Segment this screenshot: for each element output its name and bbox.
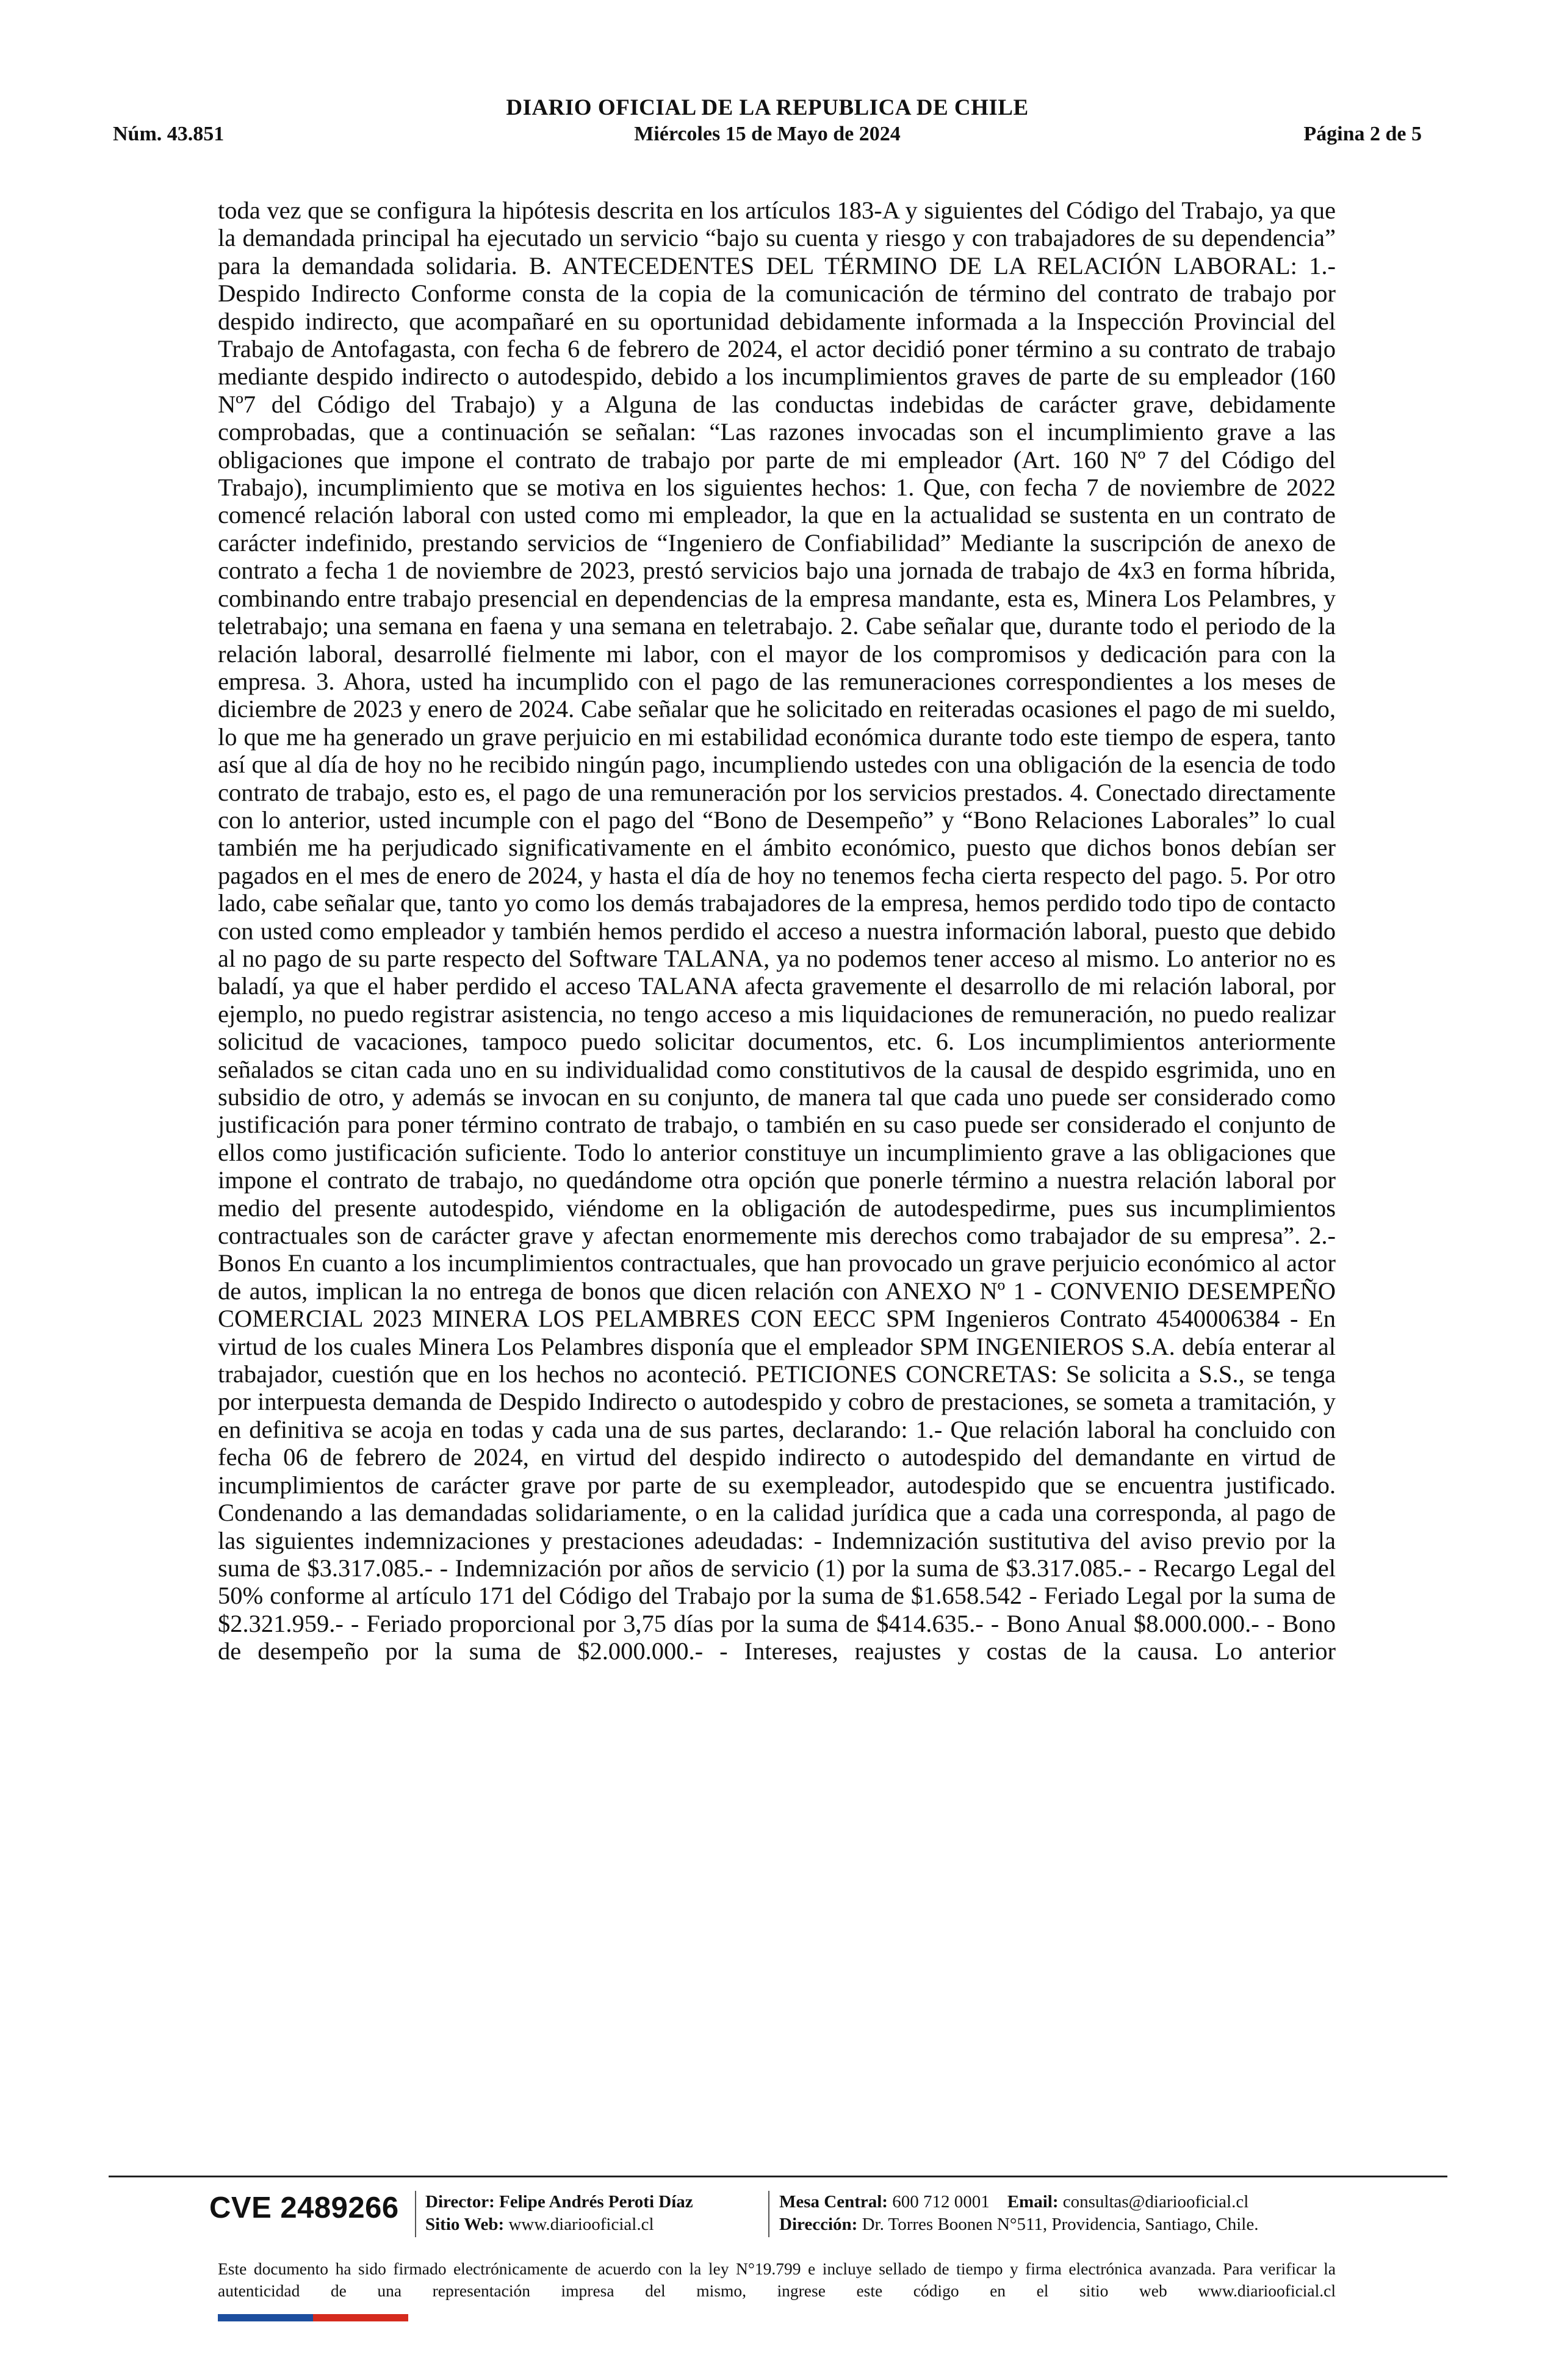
email-link[interactable]: consultas@diariooficial.cl	[1062, 2192, 1249, 2212]
mesa-phone: 600 712 0001	[892, 2192, 990, 2212]
director-name: Felipe Andrés Peroti Díaz	[499, 2192, 693, 2212]
issue-number: Núm. 43.851	[113, 123, 225, 145]
mesa-label: Mesa Central:	[779, 2192, 888, 2212]
address-label: Dirección:	[779, 2215, 858, 2234]
publication-title: DIARIO OFICIAL DE LA REPUBLICA DE CHILE	[506, 95, 1029, 120]
issue-date: Miércoles 15 de Mayo de 2024	[634, 123, 901, 145]
cve-code: CVE 2489266	[209, 2191, 399, 2224]
footer-separator	[415, 2191, 416, 2237]
flag-stripe	[218, 2314, 408, 2321]
flag-red-segment	[313, 2314, 408, 2321]
address-value: Dr. Torres Boonen N°511, Providencia, Santiago, Chile.	[862, 2215, 1259, 2234]
page-header	[113, 95, 1422, 151]
footer-director-block	[425, 2191, 693, 2236]
body-paragraph: toda vez que se configura la hipótesis descrita en los artículos 183-A y siguientes del Código del Trabajo, ya que la demandada principal ha ejecutado un servicio “bajo su cuenta y riesgo y con trabajadores de su dependencia” para la demandada solidaria. B. ANTECEDENTES DEL TÉRMINO DE LA RELACIÓN LABORAL: 1.- Despido Indirecto Conforme consta de la copia de la comunicación de término del contrato de trabajo por despido indirecto, que acompañaré en su oportunidad debidamente informada a la Inspección Provincial del Trabajo de Antofagasta, con fecha 6 de febrero de 2024, el actor decidió poner término a su contrato de trabajo mediante despido indirecto o autodespido, debido a los incumplimientos graves de parte de su empleador (160 Nº7 del Código del Trabajo) y a Alguna de las conductas indebidas de carácter grave, debidamente comprobadas, que a continuación se señalan: “Las razones invocadas son el incumplimiento grave a las obligaciones que impone el contrato de trabajo por parte de mi empleador (Art. 160 Nº 7 del Código del Trabajo), incumplimiento que se motiva en los siguientes hechos: 1. Que, con fecha 7 de noviembre de 2022 comencé relación laboral con usted como mi empleador, la que en la actualidad se sustenta en un contrato de carácter indefinido, prestando servicios de “Ingeniero de Confiabilidad” Mediante la suscripción de anexo de contrato a fecha 1 de noviembre de 2023, prestó servicios bajo una jornada de trabajo de 4x3 en forma híbrida, combinando entre trabajo presencial en dependencias de la empresa mandante, esta es, Minera Los Pelambres, y teletrabajo; una semana en faena y una semana en teletrabajo. 2. Cabe señalar que, durante todo el periodo de la relación laboral, desarrollé fielmente mi labor, con el mayor de los compromisos y dedicación para con la empresa. 3. Ahora, usted ha incumplido con el pago de las remuneraciones correspondientes a los meses de diciembre de 2023 y enero de 2024. Cabe señalar que he solicitado en reiteradas ocasiones el pago de mi sueldo, lo que me ha generado un grave perjuicio en mi estabilidad económica durante todo este tiempo de espera, tanto así que al día de hoy no he recibido ningún pago, incumpliendo ustedes con una obligación de la esencia de todo contrato de trabajo, esto es, el pago de una remuneración por los servicios prestados. 4. Conectado directamente con lo anterior, usted incumple con el pago del “Bono de Desempeño” y “Bono Relaciones Laborales” lo cual también me ha perjudicado significativamente en el ámbito económico, puesto que dichos bonos debían ser pagados en el mes de enero de 2024, y hasta el día de hoy no tenemos fecha cierta respecto del pago. 5. Por otro lado, cabe señalar que, tanto yo como los demás trabajadores de la empresa, hemos perdido todo tipo de contacto con usted como empleador y también hemos perdido el acceso a nuestra información laboral, puesto que debido al no pago de su parte respecto del Software TALANA, ya no podemos tener acceso al mismo. Lo anterior no es baladí, ya que el haber perdido el acceso TALANA afecta gravemente el desarrollo de mi relación laboral, por ejemplo, no puedo registrar asistencia, no tengo acceso a mis liquidaciones de remuneración, no puedo realizar solicitud de vacaciones, tampoco puedo solicitar documentos, etc. 6. Los incumplimientos anteriormente señalados se citan cada uno en su individualidad como constitutivos de la causal de despido esgrimida, uno en subsidio de otro, y además se invocan en su conjunto, de manera tal que cada uno puede ser considerado como justificación para poner término contrato de trabajo, o también en su caso puede ser considerado el conjunto de ellos como justificación suficiente. Todo lo anterior constituye un incumplimiento grave a las obligaciones que impone el contrato de trabajo, no quedándome otra opción que ponerle término a nuestra relación laboral por medio del presente autodespido, viéndome en la obligación de autodespedirme, pues sus incumplimientos contractuales son de carácter grave y afectan enormemente mis derechos como trabajador de su empresa”. 2.- Bonos En cuanto a los incumplimientos contractuales, que han provocado un grave perjuicio económico al actor de autos, implican la no entrega de bonos que dicen relación con ANEXO Nº 1 - CONVENIO DESEMPEÑO COMERCIAL 2023 MINERA LOS PELAMBRES CON EECC SPM Ingenieros Contrato 4540006384 - En virtud de los cuales Minera Los Pelambres disponía que el empleador SPM INGENIEROS S.A. debía enterar al trabajador, cuestión que en los hechos no aconteció. PETICIONES CONCRETAS: Se solicita a S.S., se tenga por interpuesta demanda de Despido Indirecto o autodespido y cobro de prestaciones, se someta a tramitación, y en definitiva se acoja en todas y cada una de sus partes, declarando: 1.- Que relación laboral ha concluido con fecha 06 de febrero de 2024, en virtud del despido indirecto o autodespido del demandante en virtud de incumplimientos de carácter grave por parte de su exempleador, autodespido que se encuentra justificado. Condenando a las demandadas solidariamente, o en la calidad jurídica que a cada una corresponda, al pago de las siguientes indemnizaciones y prestaciones adeudadas: - Indemnización sustitutiva del aviso previo por la suma de $3.317.085.- - Indemnización por años de servicio (1) por la suma de $3.317.085.- - Recargo Legal del 50% conforme al artículo 171 del Código del Trabajo por la suma de $1.658.542 - Feriado Legal por la suma de $2.321.959.- - Feriado proporcional por 3,75 días por la suma de $414.635.- - Bono Anual $8.000.000.- - Bono de desempeño por la suma de $2.000.000.- - Intereses, reajustes y costas de la causa. Lo anterior	[218, 197, 1336, 1665]
website-label: Sitio Web:	[425, 2215, 505, 2234]
director-label: Director:	[425, 2192, 495, 2212]
signature-notice: Este documento ha sido firmado electrónicamente de acuerdo con la ley N°19.799 e incluye sellado de tiempo y firma electrónica avanzada. Para verificar la autenticidad de una representación impresa del mismo, ingrese este código en el sitio web www.diariooficial.cl	[218, 2259, 1336, 2300]
email-label: Email:	[1007, 2192, 1059, 2212]
website-link[interactable]: www.diariooficial.cl	[508, 2215, 654, 2234]
flag-blue-segment	[218, 2314, 313, 2321]
footer-separator	[768, 2191, 769, 2237]
page-indicator: Página 2 de 5	[1303, 123, 1422, 145]
footer-divider	[109, 2176, 1447, 2177]
footer-contact-block	[779, 2191, 1258, 2236]
